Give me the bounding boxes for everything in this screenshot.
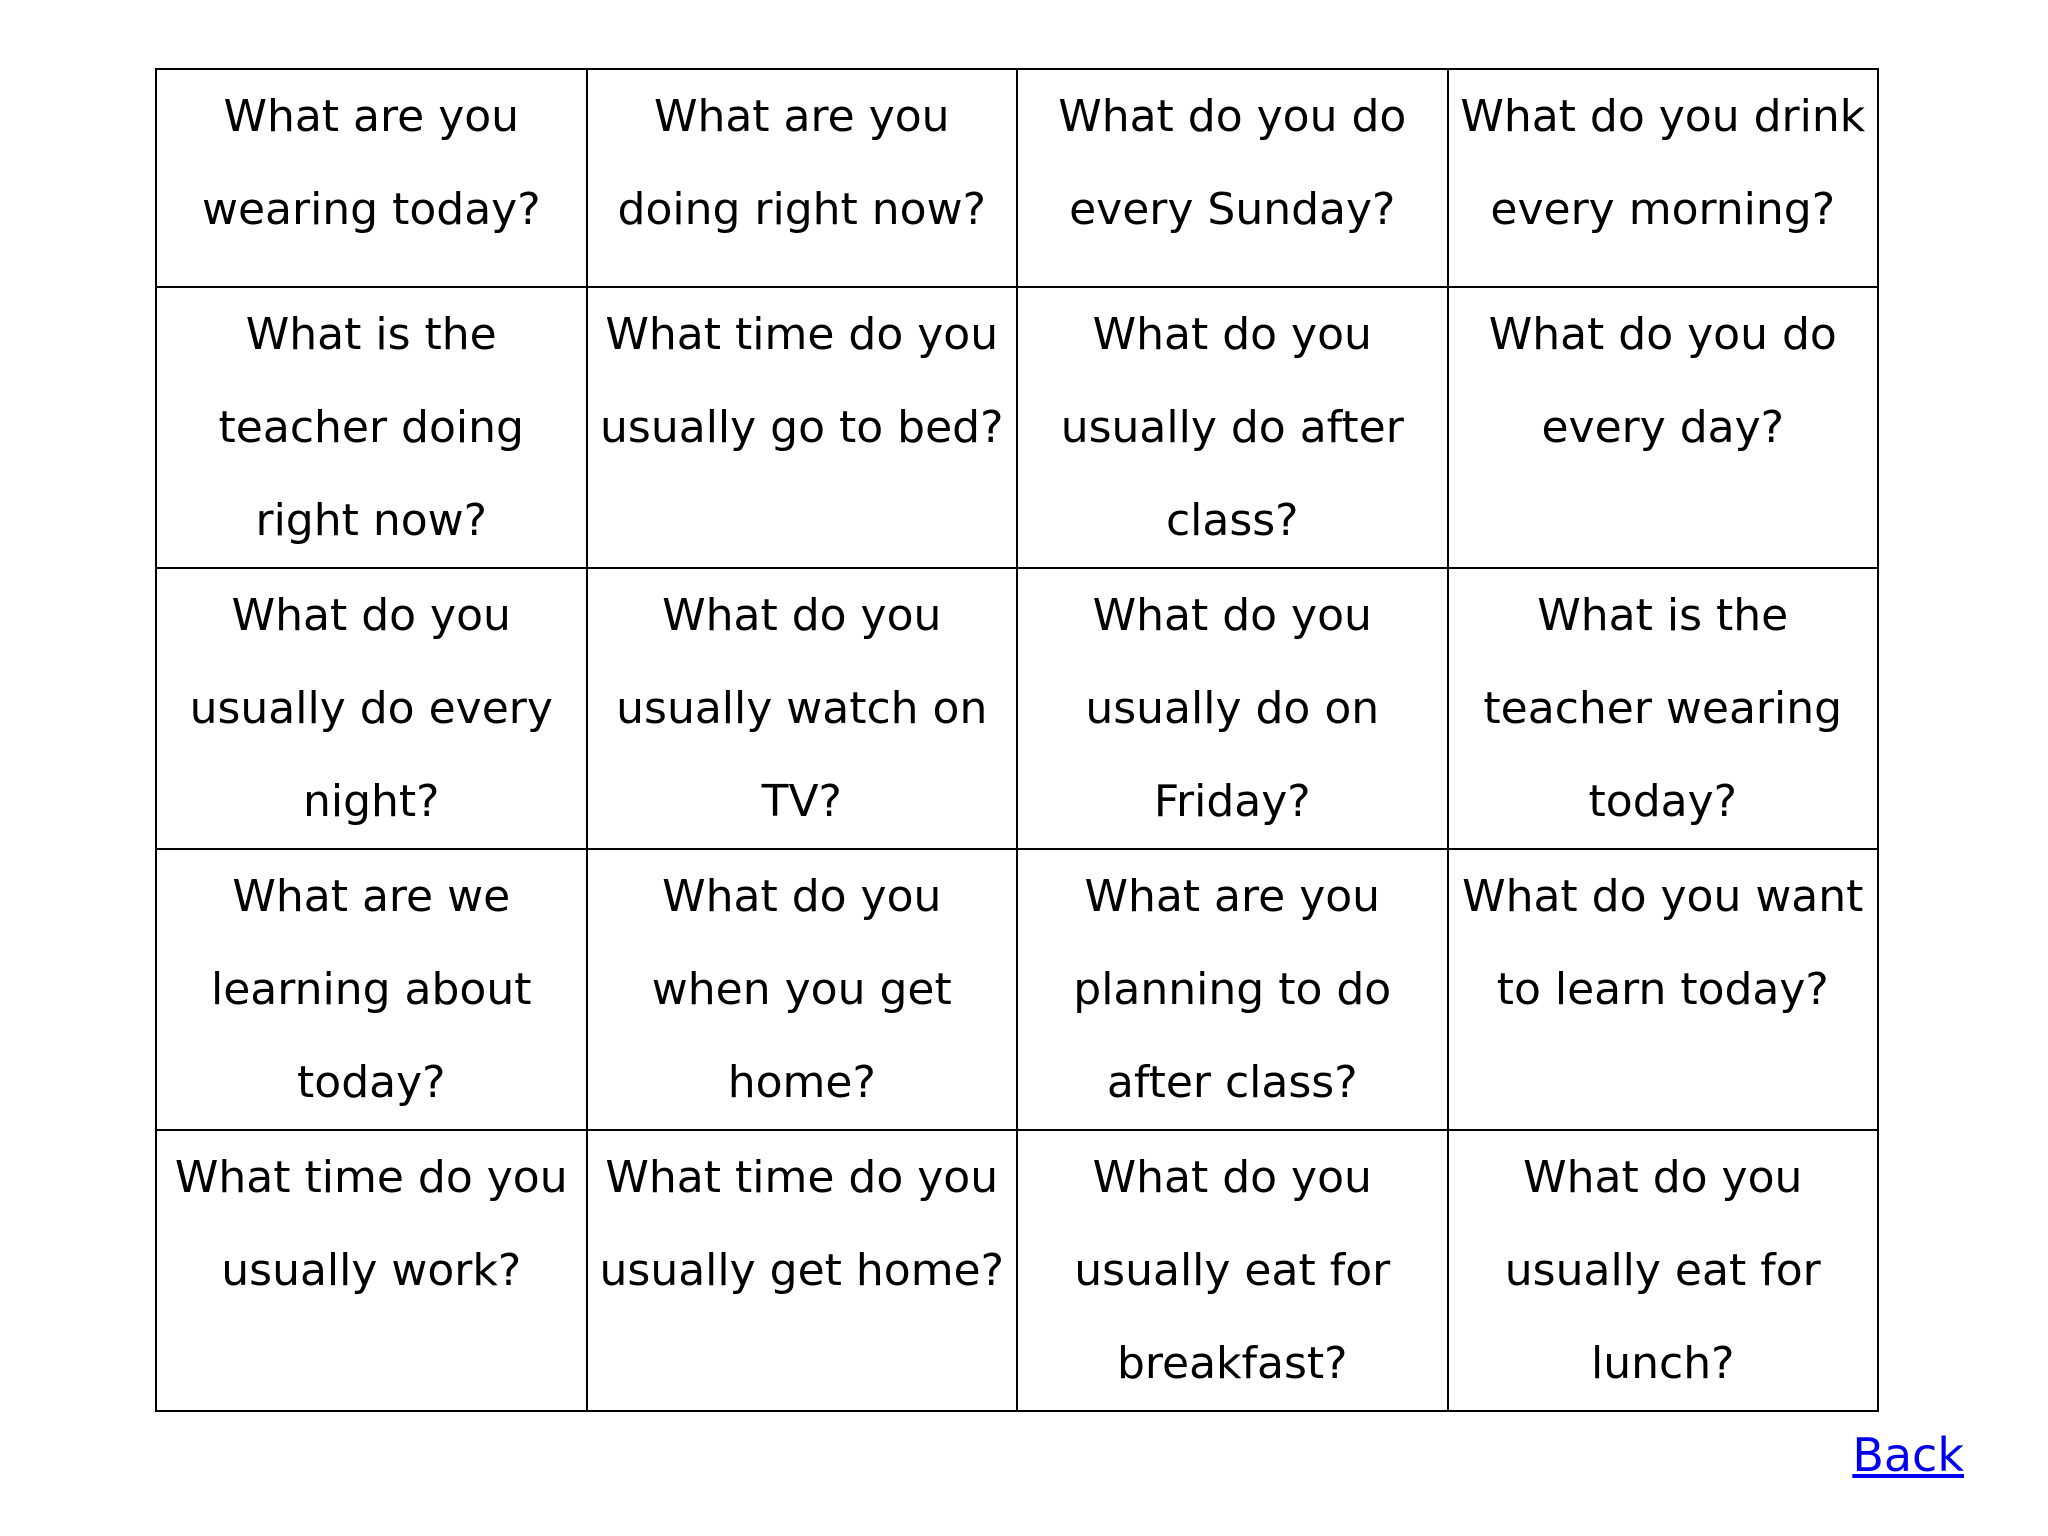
grid-row — [156, 568, 1878, 849]
question-cell: What are you wearing today? — [156, 69, 587, 287]
question-grid — [155, 68, 1879, 1412]
question-cell: What do you want to learn today? — [1448, 849, 1879, 1130]
question-cell: What do you usually eat for lunch? — [1448, 1130, 1879, 1411]
question-cell: What are we learning about today? — [156, 849, 587, 1130]
question-cell: What do you when you get home? — [587, 849, 1018, 1130]
grid-row — [156, 69, 1878, 287]
question-cell: What are you doing right now? — [587, 69, 1018, 287]
question-cell: What do you usually do on Friday? — [1017, 568, 1448, 849]
question-cell: What are you planning to do after class? — [1017, 849, 1448, 1130]
question-cell: What time do you usually get home? — [587, 1130, 1018, 1411]
question-cell: What do you do every day? — [1448, 287, 1879, 568]
question-cell: What time do you usually go to bed? — [587, 287, 1018, 568]
question-cell: What is the teacher wearing today? — [1448, 568, 1879, 849]
question-cell: What is the teacher doing right now? — [156, 287, 587, 568]
question-cell: What do you usually do every night? — [156, 568, 587, 849]
question-cell: What do you drink every morning? — [1448, 69, 1879, 287]
grid-row — [156, 287, 1878, 568]
question-cell: What do you usually watch on TV? — [587, 568, 1018, 849]
grid-row — [156, 1130, 1878, 1411]
question-cell: What do you do every Sunday? — [1017, 69, 1448, 287]
question-cell: What do you usually do after class? — [1017, 287, 1448, 568]
grid-row — [156, 849, 1878, 1130]
question-cell: What do you usually eat for breakfast? — [1017, 1130, 1448, 1411]
question-cell: What time do you usually work? — [156, 1130, 587, 1411]
back-link[interactable]: Back — [1852, 1428, 1964, 1482]
